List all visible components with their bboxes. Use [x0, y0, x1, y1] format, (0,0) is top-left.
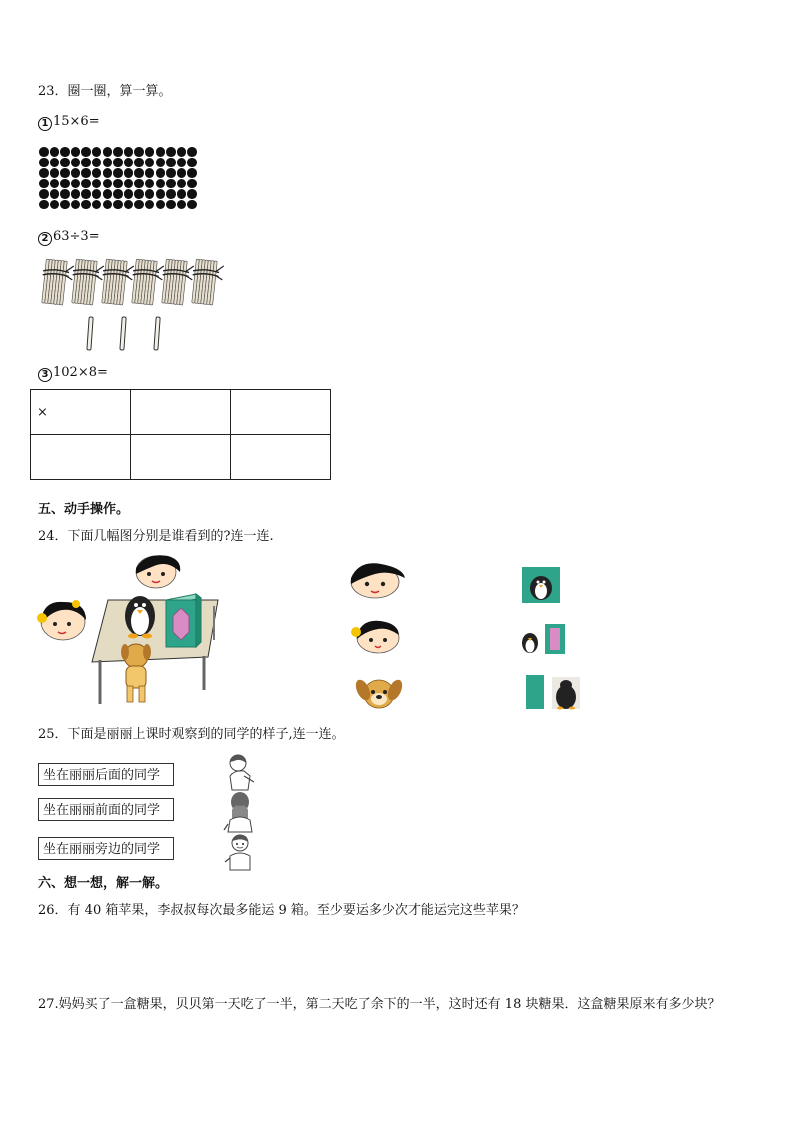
- dot: [39, 179, 49, 189]
- student-side-figure[interactable]: [222, 752, 258, 792]
- puppy-back-icon: [121, 644, 151, 702]
- penguin-in-box-icon: [522, 567, 560, 603]
- dot: [124, 158, 134, 168]
- single-sticks: [82, 314, 172, 354]
- q23-part3-expr: 102×8=: [53, 365, 108, 380]
- dot: [134, 179, 144, 189]
- dot: [177, 147, 187, 157]
- q23-title: 23．圈一圈，算一算。: [38, 84, 172, 99]
- observation-scene: [36, 552, 226, 712]
- dot: [50, 189, 60, 199]
- dot: [166, 158, 176, 168]
- stick-bundle-icon: [100, 259, 134, 306]
- circled-number-3: 3: [38, 368, 52, 382]
- dot: [145, 179, 155, 189]
- section5-title: 五、动手操作。: [38, 502, 130, 517]
- circled-number-2: 2: [38, 232, 52, 246]
- q27-text: 27.妈妈买了一盒糖果，贝贝第一天吃了一半，第二天吃了余下的一半，这时还有 18 块糖果．这盒糖果原来有多少块？: [38, 997, 721, 1012]
- q25-title: 25．下面是丽丽上课时观察到的同学的样子,连一连。: [38, 727, 345, 742]
- dot: [39, 147, 49, 157]
- dot: [50, 147, 60, 157]
- dot: [166, 179, 176, 189]
- dot: [177, 200, 187, 210]
- dot: [187, 147, 197, 157]
- dot: [124, 168, 134, 178]
- dot: [187, 200, 197, 210]
- single-stick-icons: [82, 314, 172, 354]
- circled-number-1: 1: [38, 117, 52, 131]
- dot: [103, 168, 113, 178]
- dot: [187, 179, 197, 189]
- table-cell[interactable]: [31, 435, 131, 480]
- dot: [103, 147, 113, 157]
- dot: [145, 158, 155, 168]
- dot-grid: [39, 147, 198, 211]
- dot: [187, 189, 197, 199]
- stick-bundle-icon: [70, 259, 104, 306]
- q23-part1-expr: 15×6=: [53, 114, 100, 129]
- table-cell[interactable]: [131, 435, 231, 480]
- view-box-and-penguin-back[interactable]: [524, 673, 582, 711]
- dot: [113, 168, 123, 178]
- dot: [166, 168, 176, 178]
- dot: [124, 189, 134, 199]
- dot: [177, 179, 187, 189]
- dot: [92, 179, 102, 189]
- dot: [92, 200, 102, 210]
- dot: [92, 189, 102, 199]
- dot: [92, 158, 102, 168]
- view-penguin-and-box[interactable]: [519, 622, 567, 656]
- stick-bundle-icon: [160, 259, 194, 306]
- dot: [145, 200, 155, 210]
- dot: [156, 200, 166, 210]
- label-behind[interactable]: 坐在丽丽后面的同学: [38, 763, 174, 786]
- label-front[interactable]: 坐在丽丽前面的同学: [38, 798, 174, 821]
- dot: [81, 189, 91, 199]
- dot: [50, 200, 60, 210]
- dot: [145, 147, 155, 157]
- stick-bundle-icon: [190, 259, 224, 306]
- student-front-icon: [224, 832, 256, 872]
- dot: [113, 147, 123, 157]
- q23-part2: [38, 229, 100, 246]
- dot: [113, 189, 123, 199]
- calc-table: [30, 389, 331, 480]
- dot: [134, 158, 144, 168]
- dot: [124, 147, 134, 157]
- dot: [60, 158, 70, 168]
- dot: [103, 158, 113, 168]
- table-cell[interactable]: [231, 390, 331, 435]
- boy-head-icon: [136, 555, 180, 588]
- dot: [113, 179, 123, 189]
- dot: [177, 158, 187, 168]
- dot: [145, 168, 155, 178]
- penguin-box-icon: [519, 622, 567, 656]
- stick-bundle-icon: [130, 259, 164, 306]
- dot: [39, 189, 49, 199]
- dot: [81, 168, 91, 178]
- dot: [134, 147, 144, 157]
- dot: [71, 200, 81, 210]
- dot: [92, 168, 102, 178]
- dot: [71, 179, 81, 189]
- dot: [71, 147, 81, 157]
- dot: [113, 200, 123, 210]
- dot: [145, 189, 155, 199]
- dot: [187, 158, 197, 168]
- dot: [134, 200, 144, 210]
- dot: [81, 147, 91, 157]
- observer-puppy[interactable]: [355, 672, 403, 712]
- dot: [39, 200, 49, 210]
- table-cell[interactable]: [231, 435, 331, 480]
- view-penguin-front[interactable]: [522, 567, 560, 603]
- stick-bundle-icon: [40, 259, 74, 306]
- dot: [39, 158, 49, 168]
- dot: [81, 179, 91, 189]
- label-beside[interactable]: 坐在丽丽旁边的同学: [38, 837, 174, 860]
- observer-girl[interactable]: [348, 615, 404, 655]
- table-cell[interactable]: ×: [31, 390, 131, 435]
- dot: [156, 179, 166, 189]
- boy-face-icon: [345, 560, 407, 600]
- dot: [60, 189, 70, 199]
- student-back-figure[interactable]: [222, 790, 258, 834]
- dot: [166, 189, 176, 199]
- dot: [103, 200, 113, 210]
- scene-illustration: [36, 552, 226, 712]
- box-penguin-back-icon: [524, 673, 582, 711]
- dot: [81, 200, 91, 210]
- dot: [156, 168, 166, 178]
- dot: [71, 189, 81, 199]
- q23-part3: [38, 365, 108, 382]
- dot: [39, 168, 49, 178]
- dot: [60, 179, 70, 189]
- student-side-icon: [222, 752, 258, 792]
- dot: [50, 158, 60, 168]
- dot: [60, 168, 70, 178]
- dot: [92, 147, 102, 157]
- dot: [134, 189, 144, 199]
- dot: [60, 200, 70, 210]
- dot: [134, 168, 144, 178]
- dot: [103, 189, 113, 199]
- dot: [71, 158, 81, 168]
- q26-text: 26．有 40 箱苹果，李叔叔每次最多能运 9 箱。至少要运多少次才能运完这些苹果？: [38, 903, 525, 918]
- girl-face-icon: [348, 615, 404, 655]
- stick-bundles: [38, 256, 224, 308]
- dot: [124, 179, 134, 189]
- dot: [187, 168, 197, 178]
- q23-part2-expr: 63÷3=: [53, 229, 100, 244]
- student-front-figure[interactable]: [224, 832, 256, 872]
- girl-head-icon: [37, 600, 86, 640]
- dot: [166, 200, 176, 210]
- dot: [71, 168, 81, 178]
- table-cell[interactable]: [131, 390, 231, 435]
- dot: [156, 147, 166, 157]
- dot: [113, 158, 123, 168]
- dot: [177, 189, 187, 199]
- table-row: [31, 390, 331, 435]
- dot: [124, 200, 134, 210]
- table-row: [31, 435, 331, 480]
- observer-boy[interactable]: [345, 560, 407, 600]
- dot: [50, 168, 60, 178]
- q24-title: 24．下面几幅图分别是谁看到的?连一连.: [38, 529, 274, 544]
- box-icon: [166, 594, 201, 647]
- puppy-face-icon: [355, 672, 403, 712]
- dot: [81, 158, 91, 168]
- section6-title: 六、想一想，解一解。: [38, 876, 169, 891]
- dot: [103, 179, 113, 189]
- q23-part1: [38, 114, 100, 131]
- dot: [156, 189, 166, 199]
- stick-icon: [87, 317, 160, 350]
- bundle-icon-group: [38, 256, 224, 308]
- dot: [166, 147, 176, 157]
- dot: [156, 158, 166, 168]
- dot: [50, 179, 60, 189]
- dot: [177, 168, 187, 178]
- student-back-icon: [222, 790, 258, 834]
- dot: [60, 147, 70, 157]
